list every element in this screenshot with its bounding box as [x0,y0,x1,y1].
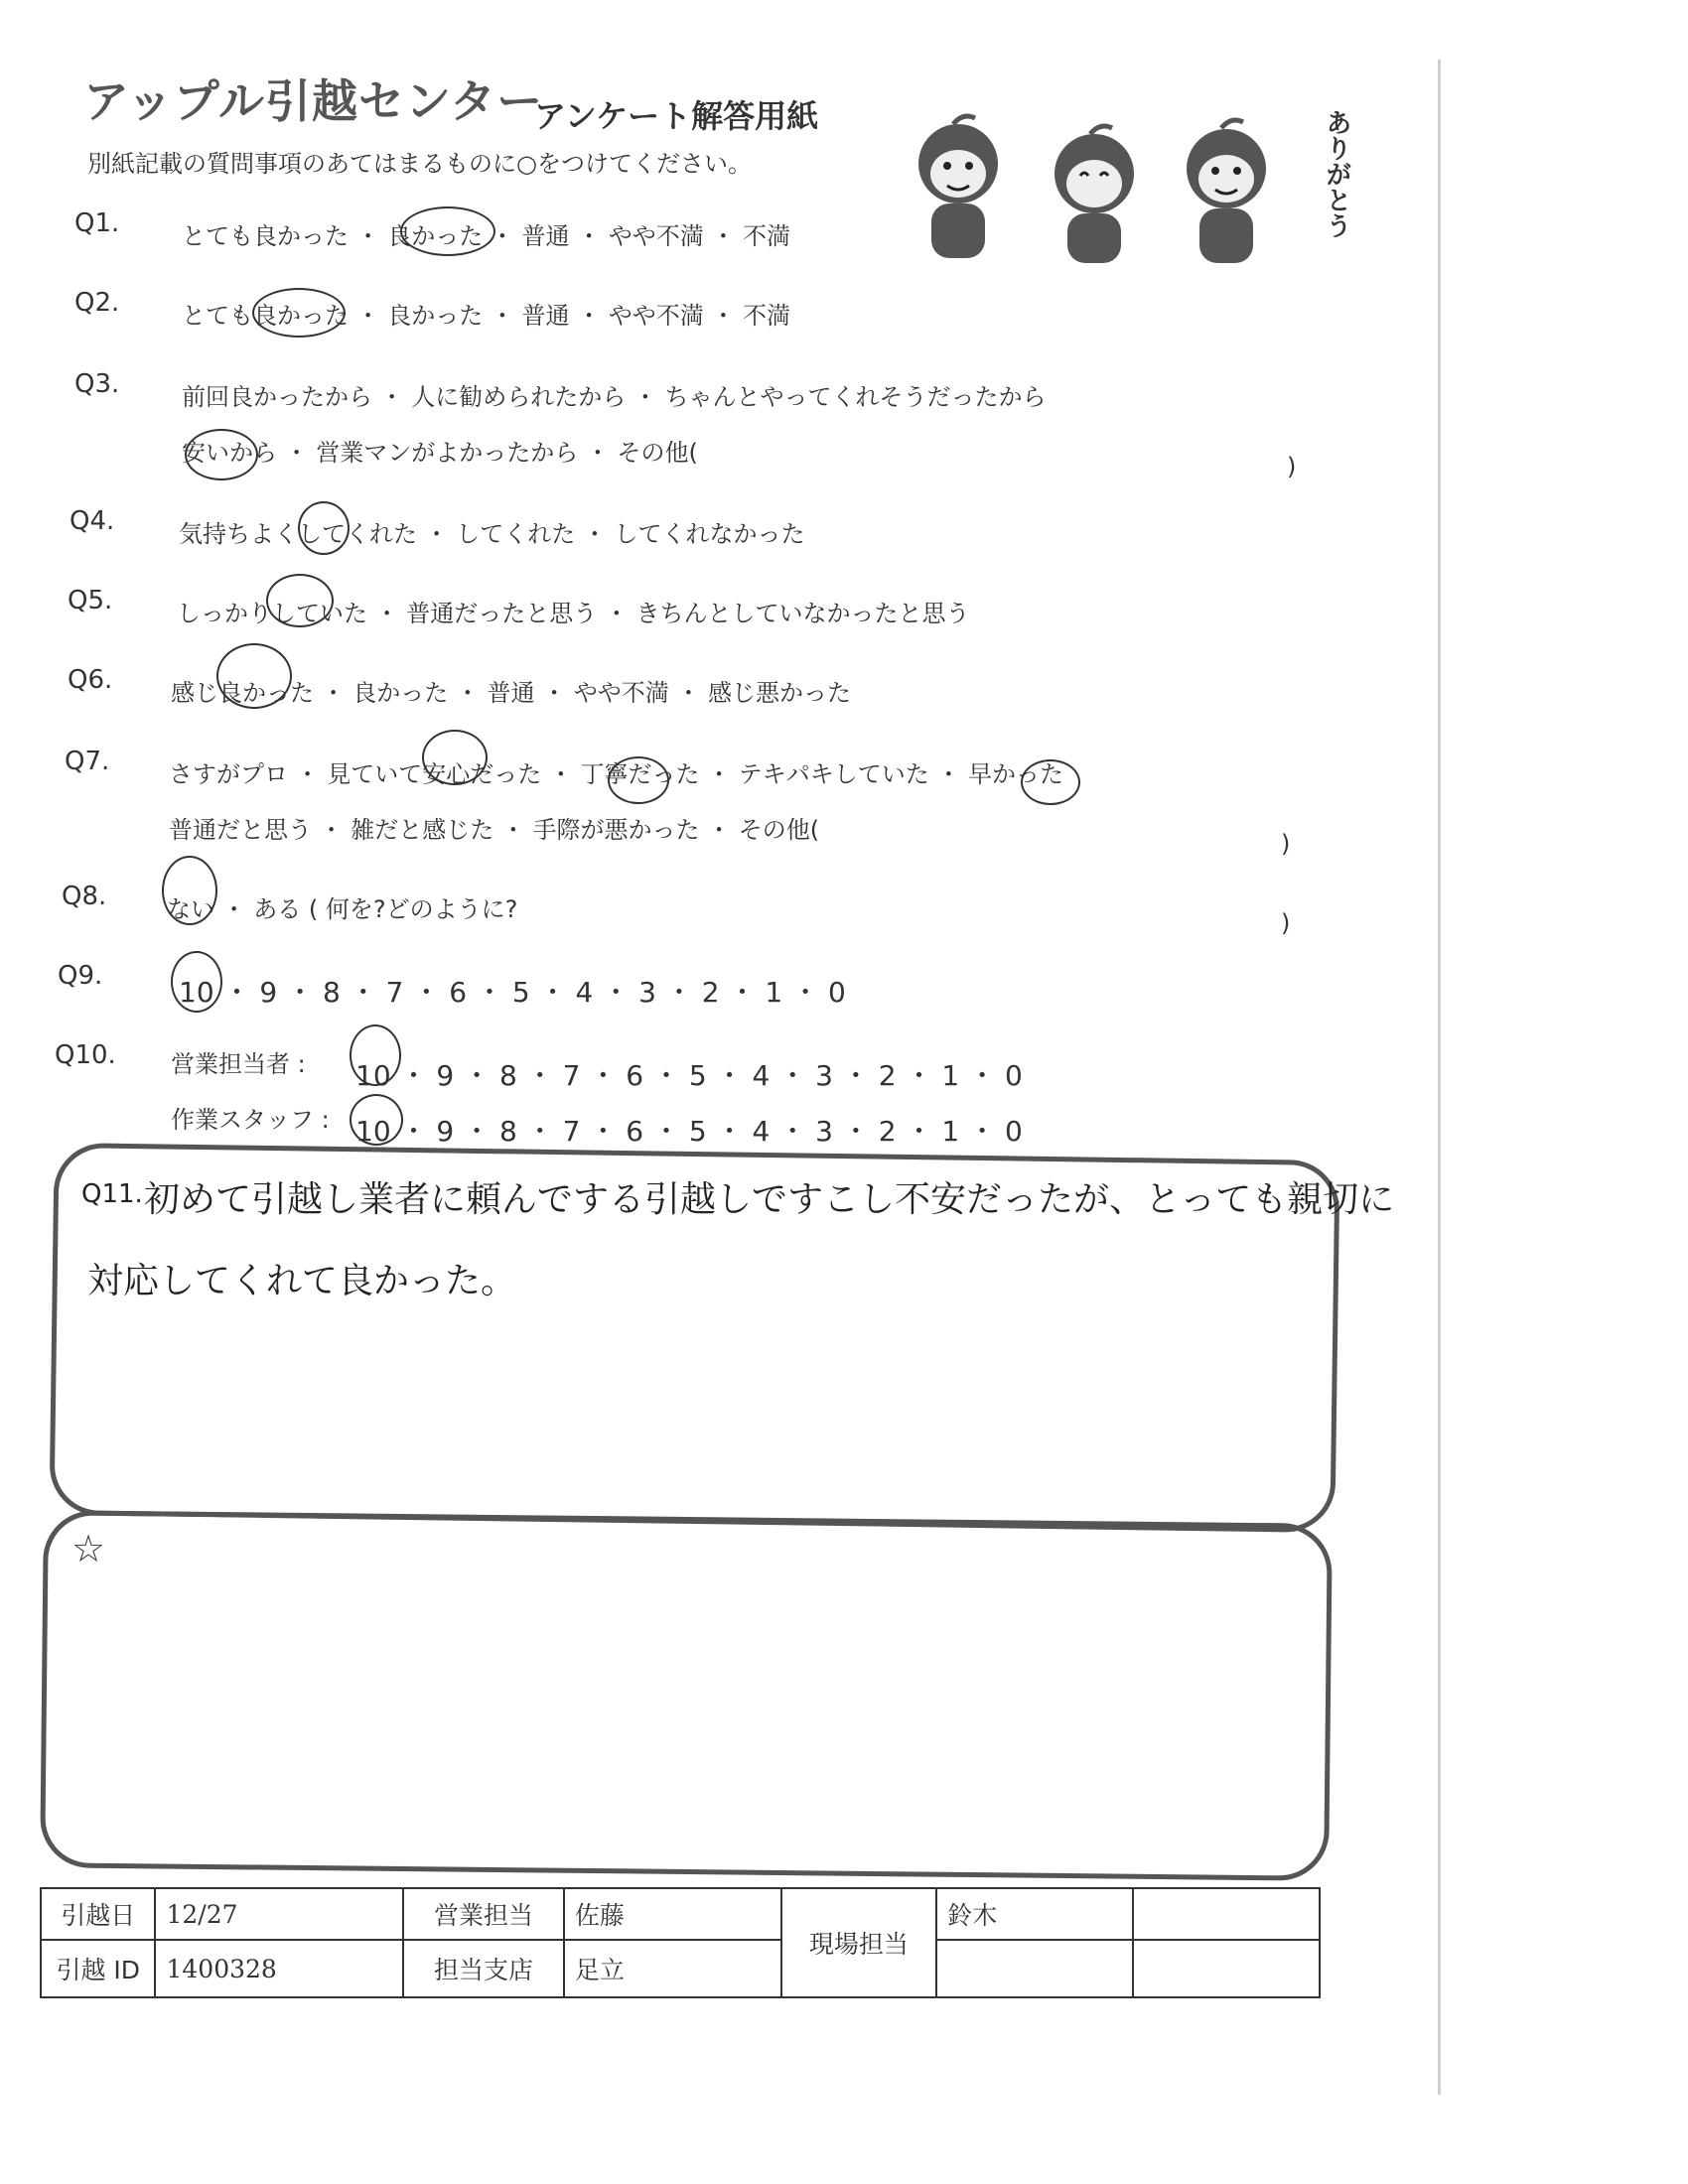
q10-sales-answer-circle [350,1024,401,1086]
move-id-label: 引越 ID [41,1940,155,1997]
sales-rep-value: 佐藤 [564,1888,781,1940]
q11-answer-line1: 初めて引越し業者に頼んでする引越しですこし不安だったが、とっても親切に [144,1179,1395,1220]
q4-options: 気持ちよくしてくれた ・ してくれた ・ してくれなかった [179,520,805,548]
q1-label: Q1. [74,208,120,238]
q3-answer-circle [185,429,258,480]
page-edge [1438,60,1441,2095]
q8-label: Q8. [62,882,107,911]
q10-staff-label: 作業スタッフ : [171,1106,330,1134]
q8-options: ない ・ ある ( 何を?どのように? [167,895,518,923]
q9-label: Q9. [58,961,103,991]
form-title: アンケート解答用紙 [534,97,819,135]
q10-label: Q10. [55,1040,116,1070]
move-id-value: 1400328 [155,1940,403,1997]
q7-answer-circle [608,756,669,804]
q2-label: Q2. [74,288,120,318]
q5-options: しっかりしていた ・ 普通だったと思う ・ きちんとしていなかったと思う [177,600,970,627]
q7-answer-circle [1021,759,1080,805]
q7-options-line1: さすがプロ ・ 見ていて安心だった ・ 丁寧だった ・ テキパキしていた ・ 早かった [169,760,1064,788]
q6-options: 感じ良かった ・ 良かった ・ 普通 ・ やや不満 ・ 感じ悪かった [171,679,852,707]
branch-label: 担当支店 [403,1940,564,1997]
q8-answer-circle [162,856,217,925]
empty-cell [1133,1940,1320,1997]
q2-answer-circle [252,288,346,338]
q9-answer-circle [171,951,222,1013]
q2-options: とても良かった ・ 良かった ・ 普通 ・ やや不満 ・ 不満 [182,302,791,330]
q7-options-line2: 普通だと思う ・ 雑だと感じた ・ 手際が悪かった ・ その他( [169,816,820,844]
q5-label: Q5. [68,586,113,615]
q11-label: Q11. [81,1179,143,1209]
empty-cell [1133,1888,1320,1940]
q7-label: Q7. [65,747,110,776]
footer-info-table [40,1887,1321,1998]
q5-answer-circle [266,574,334,627]
q1-options: とても良かった ・ 良かった ・ 普通 ・ やや不満 ・ 不満 [182,222,791,250]
thanks-text: ありがとう [1322,109,1351,238]
monkey-icon [1055,126,1134,263]
monkey-icon [918,116,998,258]
q8-close-paren: ) [1281,909,1291,937]
q10-sales-label: 営業担当者 : [171,1050,306,1078]
notes-box [40,1510,1333,1881]
move-date-label: 引越日 [41,1888,155,1940]
q10-sales-scale: 10 ・ 9 ・ 8 ・ 7 ・ 6 ・ 5 ・ 4 ・ 3 ・ 2 ・ 1 ・ 0 [355,1059,1023,1092]
q10-staff-answer-circle [350,1094,403,1146]
q3-options-line1: 前回良かったから ・ 人に勧められたから ・ ちゃんとやってくれそうだったから [182,383,1047,411]
q9-scale: 10 ・ 9 ・ 8 ・ 7 ・ 6 ・ 5 ・ 4 ・ 3 ・ 2 ・ 1 ・ 0 [179,976,846,1009]
company-name: アップル引越センター [83,74,544,128]
branch-value: 足立 [564,1940,781,1997]
q10-staff-scale: 10 ・ 9 ・ 8 ・ 7 ・ 6 ・ 5 ・ 4 ・ 3 ・ 2 ・ 1 ・ 0 [355,1115,1023,1148]
site-rep-label: 現場担当 [781,1888,937,1997]
q4-label: Q4. [70,506,115,536]
q3-label: Q3. [74,369,120,399]
sales-rep-label: 営業担当 [403,1888,564,1940]
q4-answer-circle [298,501,350,555]
q3-options-line2: 安いから ・ 営業マンがよかったから ・ その他( [182,439,698,467]
star-icon: ☆ [71,1527,106,1570]
q7-answer-circle [422,730,488,785]
monkey-mascots-illustration [884,104,1340,278]
monkey-icon [1187,120,1266,263]
q1-answer-circle [400,206,495,256]
empty-cell [936,1940,1133,1997]
move-date-value: 12/27 [155,1888,403,1940]
site-rep-value: 鈴木 [936,1888,1133,1940]
q7-close-paren: ) [1281,830,1291,858]
q6-answer-circle [216,643,292,709]
q6-label: Q6. [68,665,113,695]
q11-answer-line2: 対応してくれて良かった。 [87,1261,517,1301]
q3-close-paren: ) [1287,453,1297,480]
instruction-text: 別紙記載の質問事項のあてはまるものに○をつけてください。 [87,150,752,178]
